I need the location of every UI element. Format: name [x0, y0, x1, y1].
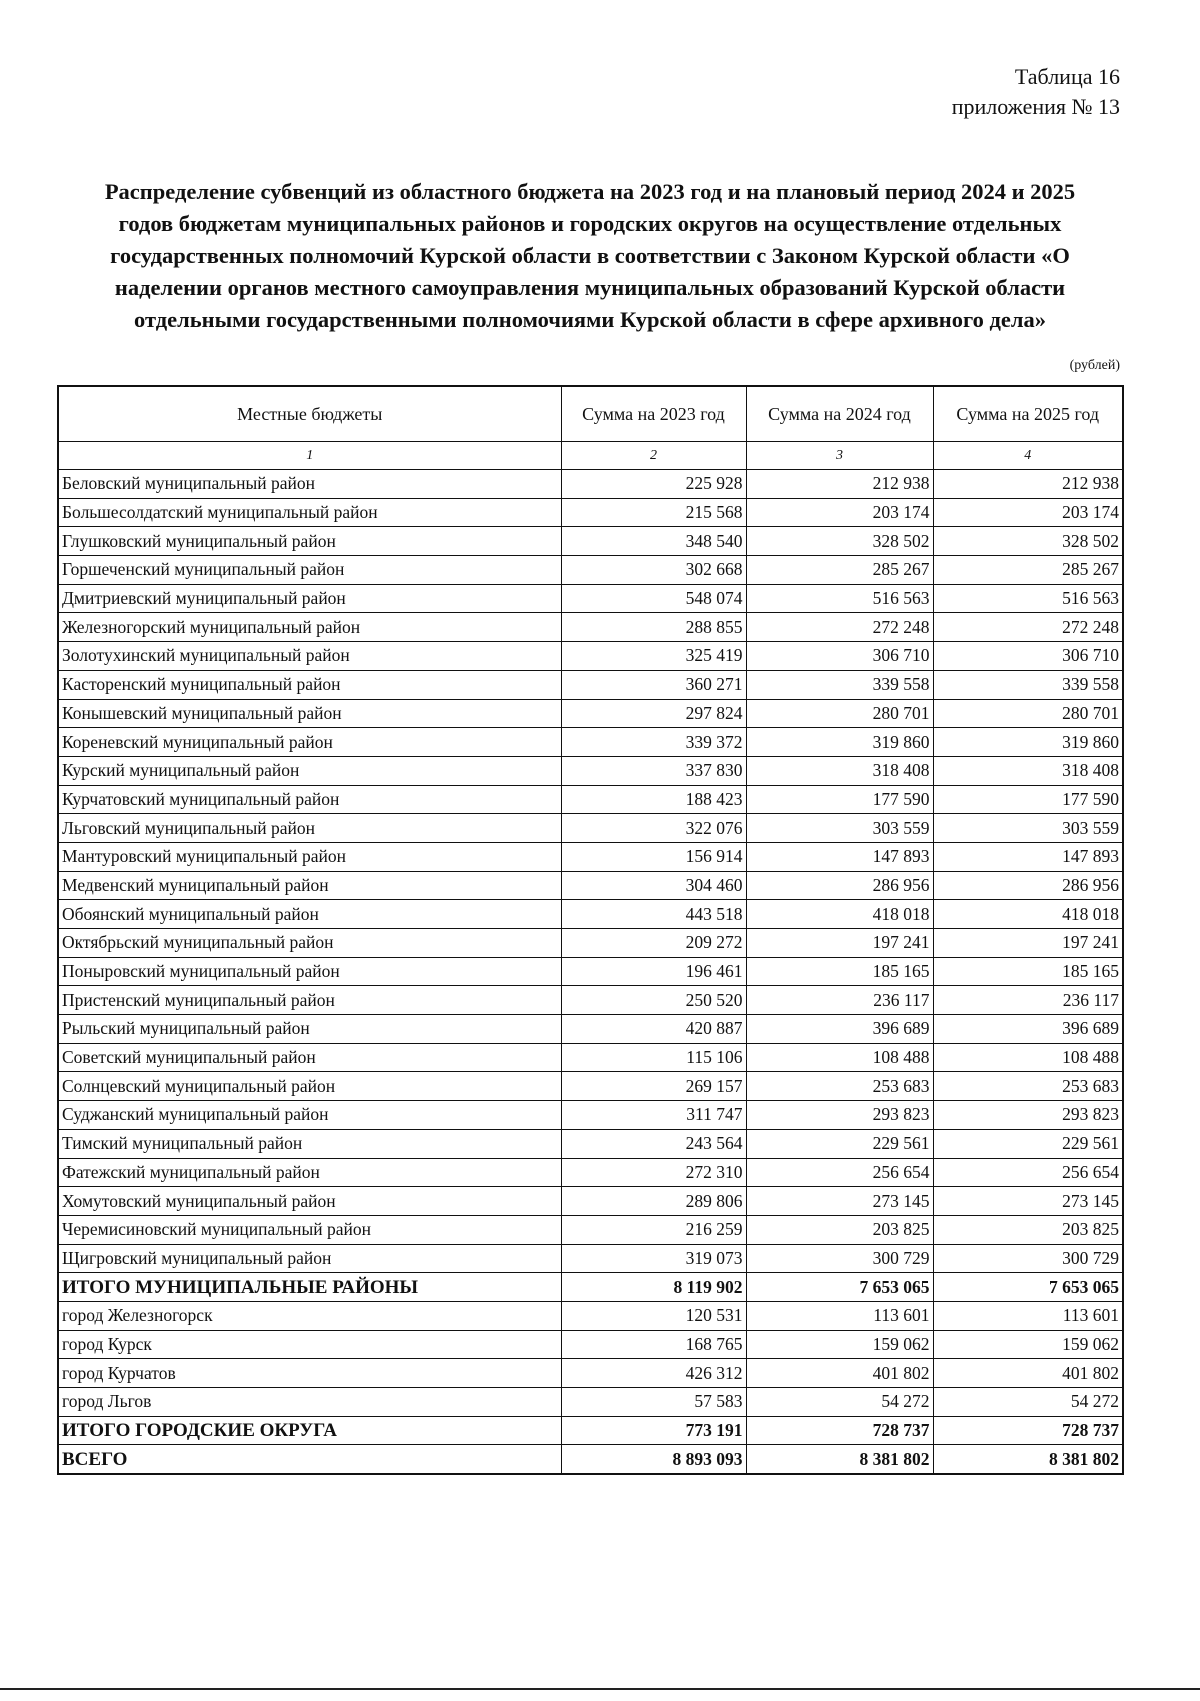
cell-sum-2025: 7 653 065	[933, 1273, 1123, 1302]
cell-sum-2024: 253 683	[746, 1072, 933, 1101]
cell-sum-2023: 297 824	[561, 699, 746, 728]
table-row	[58, 1215, 1123, 1244]
table-number: Таблица 16	[1014, 64, 1120, 89]
cell-sum-2024: 54 272	[746, 1388, 933, 1417]
row-name: Золотухинский муниципальный район	[58, 642, 561, 671]
cell-sum-2023: 115 106	[561, 1043, 746, 1072]
table-row	[58, 1244, 1123, 1273]
cell-sum-2023: 360 271	[561, 670, 746, 699]
row-name: Октябрьский муниципальный район	[58, 929, 561, 958]
table-row	[58, 929, 1123, 958]
cell-sum-2023: 302 668	[561, 556, 746, 585]
title-line: годов бюджетам муниципальных районов и городских округов на осуществление отдельных	[118, 211, 1062, 236]
title-line: Распределение субвенций из областного бюджета на 2023 год и на плановый период 2024 и 2025	[104, 179, 1076, 204]
cell-sum-2024: 159 062	[746, 1330, 933, 1359]
cell-sum-2025: 197 241	[933, 929, 1123, 958]
table-row	[58, 1129, 1123, 1158]
row-name: Мантуровский муниципальный район	[58, 842, 561, 871]
row-name: Льговский муниципальный район	[58, 814, 561, 843]
row-name: Касторенский муниципальный район	[58, 670, 561, 699]
cell-sum-2025: 285 267	[933, 556, 1123, 585]
table-row	[58, 1072, 1123, 1101]
header-sum-2024: Сумма на 2024 год	[746, 386, 933, 442]
cell-sum-2025: 253 683	[933, 1072, 1123, 1101]
cell-sum-2024: 328 502	[746, 527, 933, 556]
cell-sum-2025: 236 117	[933, 986, 1123, 1015]
cell-sum-2024: 306 710	[746, 642, 933, 671]
row-name: Медвенский муниципальный район	[58, 871, 561, 900]
row-name: город Курск	[58, 1330, 561, 1359]
cell-sum-2024: 516 563	[746, 584, 933, 613]
cell-sum-2025: 185 165	[933, 957, 1123, 986]
cell-sum-2023: 196 461	[561, 957, 746, 986]
table-row	[58, 613, 1123, 642]
cell-sum-2023: 548 074	[561, 584, 746, 613]
row-name: Курчатовский муниципальный район	[58, 785, 561, 814]
cell-sum-2023: 216 259	[561, 1215, 746, 1244]
column-number: 4	[933, 442, 1123, 470]
column-number-row	[58, 442, 1123, 470]
table-total-row	[58, 1445, 1123, 1474]
units-label: (рублей)	[1069, 358, 1120, 373]
cell-sum-2024: 286 956	[746, 871, 933, 900]
cell-sum-2024: 272 248	[746, 613, 933, 642]
table-row	[58, 1101, 1123, 1130]
table-row	[58, 871, 1123, 900]
cell-sum-2023: 420 887	[561, 1015, 746, 1044]
row-name: Курский муниципальный район	[58, 756, 561, 785]
cell-sum-2024: 8 381 802	[746, 1445, 933, 1474]
row-name: Тимский муниципальный район	[58, 1129, 561, 1158]
subventions-table	[57, 385, 1124, 1475]
cell-sum-2024: 203 825	[746, 1215, 933, 1244]
cell-sum-2024: 108 488	[746, 1043, 933, 1072]
cell-sum-2024: 300 729	[746, 1244, 933, 1273]
cell-sum-2024: 285 267	[746, 556, 933, 585]
table-header-row	[58, 386, 1123, 442]
row-name: город Железногорск	[58, 1301, 561, 1330]
cell-sum-2023: 215 568	[561, 498, 746, 527]
row-name: Глушковский муниципальный район	[58, 527, 561, 556]
cell-sum-2024: 293 823	[746, 1101, 933, 1130]
cell-sum-2024: 212 938	[746, 470, 933, 499]
cell-sum-2024: 229 561	[746, 1129, 933, 1158]
cell-sum-2023: 8 119 902	[561, 1273, 746, 1302]
cell-sum-2024: 318 408	[746, 756, 933, 785]
cell-sum-2023: 322 076	[561, 814, 746, 843]
row-name: Хомутовский муниципальный район	[58, 1187, 561, 1216]
table-row	[58, 785, 1123, 814]
row-name: Рыльский муниципальный район	[58, 1015, 561, 1044]
cell-sum-2023: 168 765	[561, 1330, 746, 1359]
cell-sum-2023: 443 518	[561, 900, 746, 929]
scan-edge-line	[0, 1688, 1200, 1690]
cell-sum-2024: 396 689	[746, 1015, 933, 1044]
table-row	[58, 814, 1123, 843]
cell-sum-2025: 108 488	[933, 1043, 1123, 1072]
table-row	[58, 986, 1123, 1015]
table-row	[58, 842, 1123, 871]
cell-sum-2023: 269 157	[561, 1072, 746, 1101]
cell-sum-2023: 243 564	[561, 1129, 746, 1158]
table-row	[58, 1359, 1123, 1388]
row-name: город Курчатов	[58, 1359, 561, 1388]
table-row	[58, 756, 1123, 785]
cell-sum-2024: 185 165	[746, 957, 933, 986]
table-row	[58, 556, 1123, 585]
cell-sum-2023: 337 830	[561, 756, 746, 785]
row-name: Фатежский муниципальный район	[58, 1158, 561, 1187]
row-name: Советский муниципальный район	[58, 1043, 561, 1072]
cell-sum-2023: 348 540	[561, 527, 746, 556]
cell-sum-2023: 272 310	[561, 1158, 746, 1187]
table-row	[58, 470, 1123, 499]
table-row	[58, 728, 1123, 757]
cell-sum-2025: 256 654	[933, 1158, 1123, 1187]
table-row	[58, 1187, 1123, 1216]
cell-sum-2024: 319 860	[746, 728, 933, 757]
title-line: государственных полномочий Курской области в соответствии с Законом Курской области «О	[110, 243, 1070, 268]
cell-sum-2024: 303 559	[746, 814, 933, 843]
column-number: 1	[58, 442, 561, 470]
cell-sum-2023: 319 073	[561, 1244, 746, 1273]
cell-sum-2025: 418 018	[933, 900, 1123, 929]
cell-sum-2025: 728 737	[933, 1416, 1123, 1445]
table-row	[58, 1015, 1123, 1044]
cell-sum-2023: 289 806	[561, 1187, 746, 1216]
table-row	[58, 498, 1123, 527]
title-line: наделении органов местного самоуправления муниципальных образований Курской области	[114, 275, 1066, 300]
table-row	[58, 642, 1123, 671]
cell-sum-2024: 273 145	[746, 1187, 933, 1216]
cell-sum-2025: 318 408	[933, 756, 1123, 785]
document-title	[60, 176, 1120, 336]
header-sum-2025: Сумма на 2025 год	[933, 386, 1123, 442]
cell-sum-2024: 113 601	[746, 1301, 933, 1330]
cell-sum-2025: 396 689	[933, 1015, 1123, 1044]
cell-sum-2025: 212 938	[933, 470, 1123, 499]
table-row	[58, 584, 1123, 613]
cell-sum-2023: 225 928	[561, 470, 746, 499]
cell-sum-2024: 197 241	[746, 929, 933, 958]
row-name: Поныровский муниципальный район	[58, 957, 561, 986]
cell-sum-2025: 286 956	[933, 871, 1123, 900]
cell-sum-2025: 300 729	[933, 1244, 1123, 1273]
cell-sum-2025: 272 248	[933, 613, 1123, 642]
row-name: Обоянский муниципальный район	[58, 900, 561, 929]
cell-sum-2024: 177 590	[746, 785, 933, 814]
cell-sum-2025: 328 502	[933, 527, 1123, 556]
cell-sum-2024: 401 802	[746, 1359, 933, 1388]
cell-sum-2025: 113 601	[933, 1301, 1123, 1330]
header-local-budgets: Местные бюджеты	[58, 386, 561, 442]
row-name: Солнцевский муниципальный район	[58, 1072, 561, 1101]
cell-sum-2023: 311 747	[561, 1101, 746, 1130]
cell-sum-2023: 120 531	[561, 1301, 746, 1330]
table-row	[58, 1158, 1123, 1187]
table-row	[58, 957, 1123, 986]
row-name: Железногорский муниципальный район	[58, 613, 561, 642]
cell-sum-2025: 401 802	[933, 1359, 1123, 1388]
cell-sum-2025: 159 062	[933, 1330, 1123, 1359]
table-total-row	[58, 1416, 1123, 1445]
row-name: Кореневский муниципальный район	[58, 728, 561, 757]
cell-sum-2025: 516 563	[933, 584, 1123, 613]
cell-sum-2023: 250 520	[561, 986, 746, 1015]
row-name: Щигровский муниципальный район	[58, 1244, 561, 1273]
cell-sum-2025: 54 272	[933, 1388, 1123, 1417]
table-total-row	[58, 1273, 1123, 1302]
document-reference	[952, 62, 1120, 122]
cell-sum-2025: 177 590	[933, 785, 1123, 814]
row-name: Пристенский муниципальный район	[58, 986, 561, 1015]
cell-sum-2023: 288 855	[561, 613, 746, 642]
title-line: отдельными государственными полномочиями Курской области в сфере архивного дела»	[134, 307, 1046, 332]
cell-sum-2024: 728 737	[746, 1416, 933, 1445]
cell-sum-2025: 339 558	[933, 670, 1123, 699]
cell-sum-2025: 229 561	[933, 1129, 1123, 1158]
table-row	[58, 699, 1123, 728]
table-row	[58, 900, 1123, 929]
table-row	[58, 1330, 1123, 1359]
cell-sum-2025: 280 701	[933, 699, 1123, 728]
cell-sum-2023: 8 893 093	[561, 1445, 746, 1474]
cell-sum-2024: 256 654	[746, 1158, 933, 1187]
cell-sum-2025: 147 893	[933, 842, 1123, 871]
cell-sum-2024: 203 174	[746, 498, 933, 527]
row-name: ИТОГО ГОРОДСКИЕ ОКРУГА	[58, 1416, 561, 1445]
cell-sum-2024: 7 653 065	[746, 1273, 933, 1302]
cell-sum-2023: 426 312	[561, 1359, 746, 1388]
cell-sum-2023: 57 583	[561, 1388, 746, 1417]
cell-sum-2023: 304 460	[561, 871, 746, 900]
column-number: 3	[746, 442, 933, 470]
table-row	[58, 670, 1123, 699]
cell-sum-2025: 303 559	[933, 814, 1123, 843]
table-row	[58, 1301, 1123, 1330]
row-name: Дмитриевский муниципальный район	[58, 584, 561, 613]
appendix-number: приложения № 13	[951, 94, 1120, 119]
row-name: Горшеченский муниципальный район	[58, 556, 561, 585]
cell-sum-2025: 273 145	[933, 1187, 1123, 1216]
cell-sum-2025: 203 174	[933, 498, 1123, 527]
cell-sum-2024: 236 117	[746, 986, 933, 1015]
row-name: город Льгов	[58, 1388, 561, 1417]
cell-sum-2025: 203 825	[933, 1215, 1123, 1244]
table-row	[58, 527, 1123, 556]
cell-sum-2023: 325 419	[561, 642, 746, 671]
table-row	[58, 1388, 1123, 1417]
cell-sum-2025: 306 710	[933, 642, 1123, 671]
cell-sum-2025: 293 823	[933, 1101, 1123, 1130]
row-name: Суджанский муниципальный район	[58, 1101, 561, 1130]
cell-sum-2024: 280 701	[746, 699, 933, 728]
cell-sum-2025: 319 860	[933, 728, 1123, 757]
cell-sum-2024: 418 018	[746, 900, 933, 929]
row-name: Черемисиновский муниципальный район	[58, 1215, 561, 1244]
cell-sum-2024: 147 893	[746, 842, 933, 871]
cell-sum-2023: 209 272	[561, 929, 746, 958]
cell-sum-2023: 339 372	[561, 728, 746, 757]
row-name: Большесолдатский муниципальный район	[58, 498, 561, 527]
cell-sum-2023: 773 191	[561, 1416, 746, 1445]
cell-sum-2024: 339 558	[746, 670, 933, 699]
row-name: Конышевский муниципальный район	[58, 699, 561, 728]
table-row	[58, 1043, 1123, 1072]
header-sum-2023: Сумма на 2023 год	[561, 386, 746, 442]
row-name: Беловский муниципальный район	[58, 470, 561, 499]
cell-sum-2023: 156 914	[561, 842, 746, 871]
row-name: ВСЕГО	[58, 1445, 561, 1474]
row-name: ИТОГО МУНИЦИПАЛЬНЫЕ РАЙОНЫ	[58, 1273, 561, 1302]
column-number: 2	[561, 442, 746, 470]
cell-sum-2023: 188 423	[561, 785, 746, 814]
cell-sum-2025: 8 381 802	[933, 1445, 1123, 1474]
